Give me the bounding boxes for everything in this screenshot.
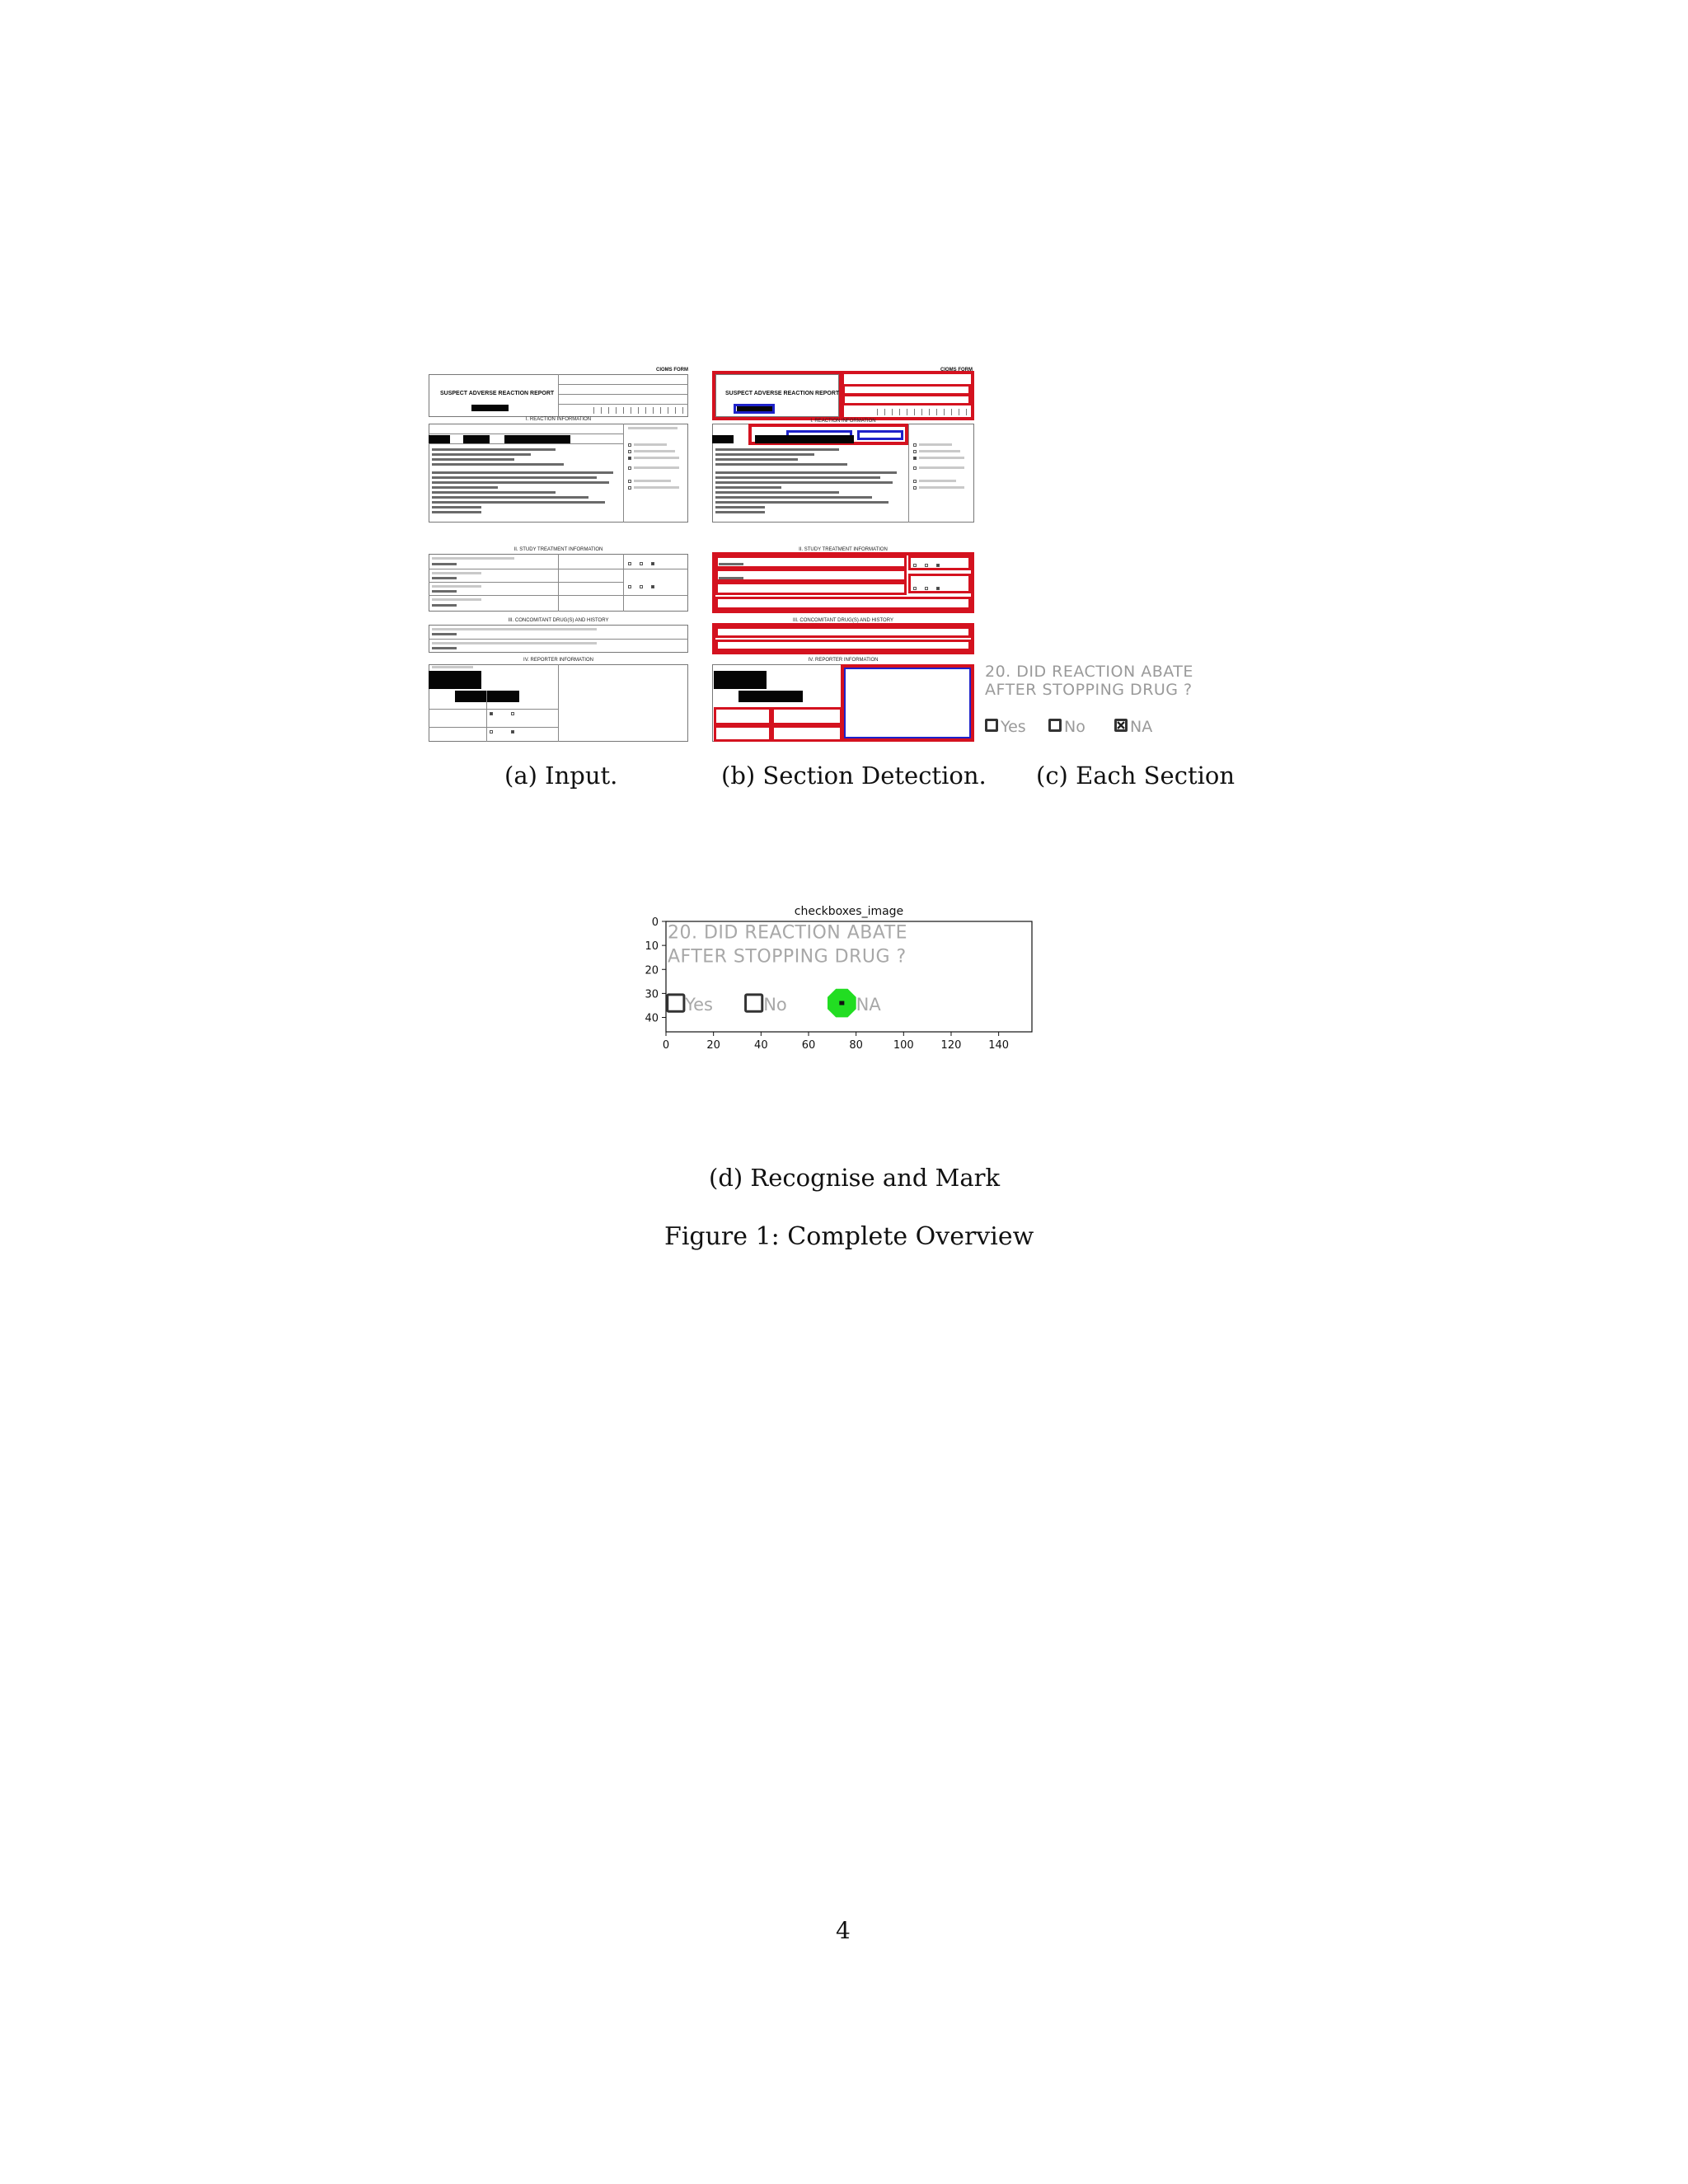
- form-section-1-label: I. REACTION INFORMATION: [525, 417, 592, 422]
- figure-caption: Figure 1: Complete Overview: [664, 1222, 1034, 1251]
- caption-b: (b) Section Detection.: [721, 762, 987, 790]
- x-tick-label: 80: [849, 1039, 863, 1052]
- y-axis-ticks: [645, 916, 666, 1025]
- detected-checkbox-center: [839, 1001, 844, 1005]
- y-tick-label: 40: [645, 1012, 659, 1025]
- y-tick-label: 30: [645, 988, 659, 1001]
- plot-option-label: Yes: [685, 994, 713, 1015]
- x-tick-label: 140: [988, 1039, 1010, 1052]
- plot-area: [666, 921, 1032, 1032]
- x-tick-label: 120: [940, 1039, 962, 1052]
- plot-checkbox: [668, 995, 684, 1011]
- crop-option-no: No: [1064, 718, 1085, 736]
- form-section-3-label: III. CONCOMITANT DRUG(S) AND HISTORY: [508, 618, 609, 623]
- x-tick-label: 20: [706, 1039, 720, 1052]
- section-crop-image: [982, 659, 1221, 742]
- plot-image-line2: AFTER STOPPING DRUG ?: [668, 946, 907, 968]
- crop-question-line1: 20. DID REACTION ABATE: [985, 663, 1193, 681]
- x-tick-label: 100: [893, 1039, 914, 1052]
- x-axis-ticks: [663, 1032, 1009, 1052]
- crop-checkbox-na-checked: [1114, 719, 1128, 732]
- plot-checkbox: [746, 995, 762, 1011]
- crop-option-na: NA: [1130, 718, 1153, 736]
- page-number: 4: [836, 1917, 851, 1944]
- x-tick-label: 0: [662, 1039, 670, 1052]
- form-section-2-label: II. STUDY TREATMENT INFORMATION: [513, 547, 603, 552]
- plot-title: checkboxes_image: [794, 905, 904, 918]
- x-tick-label: 40: [754, 1039, 768, 1052]
- y-tick-label: 10: [645, 940, 659, 954]
- crop-checkbox-no: [1048, 719, 1062, 732]
- form-title: SUSPECT ADVERSE REACTION REPORT: [440, 391, 555, 396]
- x-tick-label: 60: [801, 1039, 816, 1052]
- crop-question-line2: AFTER STOPPING DRUG ?: [985, 681, 1193, 699]
- caption-d: (d) Recognise and Mark: [709, 1164, 1001, 1192]
- y-tick-label: 0: [651, 916, 659, 929]
- form-section-4-label: IV. REPORTER INFORMATION: [523, 658, 593, 663]
- detected-box-header-left: [712, 371, 842, 420]
- caption-c: (c) Each Section: [1036, 762, 1236, 790]
- plot-option-label-na: NA: [856, 994, 881, 1015]
- y-tick-label: 20: [645, 964, 659, 977]
- crop-option-yes: Yes: [1001, 718, 1026, 736]
- plot-option-label: No: [763, 994, 787, 1015]
- plot-image-line1: 20. DID REACTION ABATE: [668, 922, 908, 944]
- section-detection-image: CIOMS FORM SUSPECT ADVERSE REACTION REPORT I. REACTION INFORMATION II. STUDY TREATMENT INFORMATION III. CONCOMITANT DRUG(S) AND HISTORY IV. REPORTER INFORMATION: [712, 363, 974, 742]
- caption-a: (a) Input.: [504, 762, 618, 790]
- form-header-label: CIOMS FORM: [656, 368, 688, 373]
- recognise-mark-plot: [626, 898, 1055, 1052]
- crop-checkbox-yes: [985, 719, 998, 732]
- input-form-image: [429, 363, 688, 742]
